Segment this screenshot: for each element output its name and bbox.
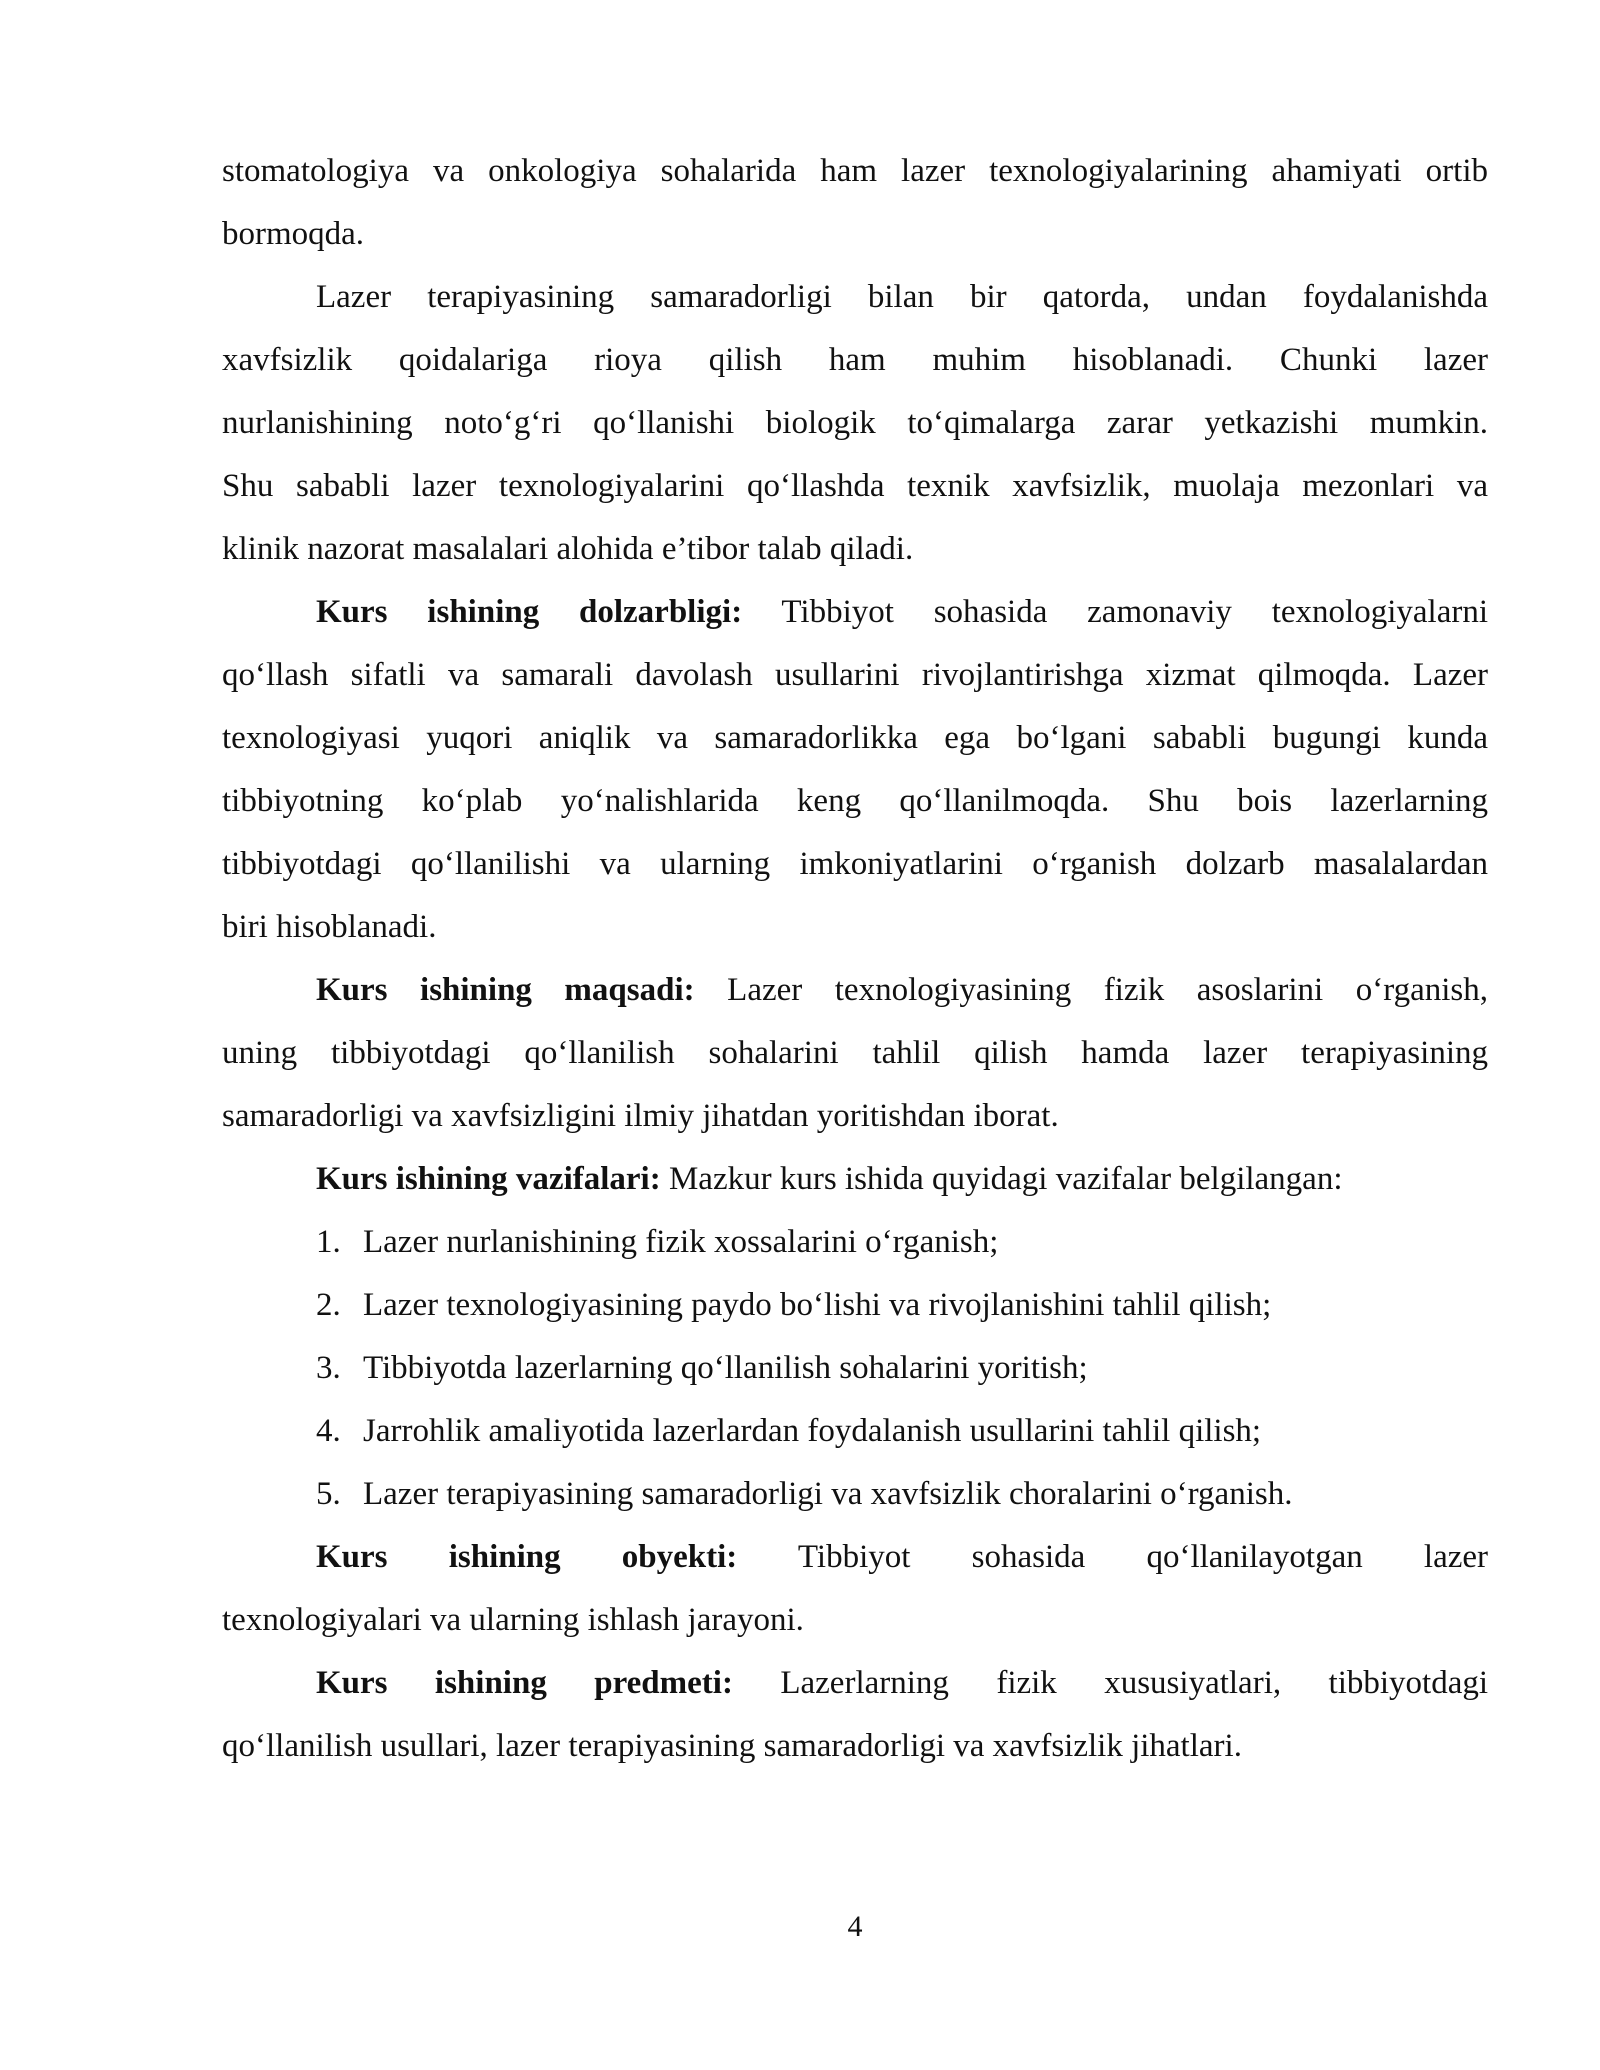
paragraph-line: nurlanishining noto‘g‘ri qo‘llanishi biologik to‘qimalarga zarar yetkazishi mumkin. xyxy=(222,405,1488,441)
list-number: 5. xyxy=(316,1476,341,1512)
predmet-heading: Kurs ishining predmeti: xyxy=(316,1665,733,1701)
list-number: 1. xyxy=(316,1224,341,1260)
paragraph-line: xavfsizlik qoidalariga rioya qilish ham muhim hisoblanadi. Chunki lazer xyxy=(222,342,1488,378)
list-item xyxy=(222,1337,1488,1400)
obyekt-first-line xyxy=(222,1526,1488,1589)
list-number: 3. xyxy=(316,1350,341,1386)
paragraph-line: tibbiyotning ko‘plab yo‘nalishlarida keng qo‘llanilmoqda. Shu bois lazerlarning xyxy=(222,783,1488,819)
maqsad-heading: Kurs ishining maqsadi: xyxy=(316,972,695,1008)
dolzarblik-heading: Kurs ishining dolzarbligi: xyxy=(316,594,743,630)
paragraph-line: klinik nazorat masalalari alohida e’tibor talab qiladi. xyxy=(222,531,914,567)
list-number: 2. xyxy=(316,1287,341,1323)
paragraph-line: bormoqda. xyxy=(222,216,365,252)
list-item xyxy=(222,1211,1488,1274)
dolzarblik-first-line xyxy=(222,581,1488,644)
list-item xyxy=(222,1400,1488,1463)
paragraph-line: uning tibbiyotdagi qo‘llanilish sohalarini tahlil qilish hamda lazer terapiyasining xyxy=(222,1035,1488,1071)
list-text: Tibbiyotda lazerlarning qo‘llanilish sohalarini yoritish; xyxy=(363,1350,1088,1386)
maqsad-first-line xyxy=(222,959,1488,1022)
list-item xyxy=(222,1463,1488,1526)
paragraph-line: Lazer terapiyasining samaradorligi bilan bir qatorda, undan foydalanishda xyxy=(316,279,1488,315)
paragraph-line: samaradorligi va xavfsizligini ilmiy jihatdan yoritishdan iborat. xyxy=(222,1098,1059,1134)
paragraph-line: texnologiyalari va ularning ishlash jarayoni. xyxy=(222,1602,804,1638)
paragraph-line: Shu sababli lazer texnologiyalarini qo‘llashda texnik xavfsizlik, muolaja mezonlari va xyxy=(222,468,1488,504)
paragraph-line: texnologiyasi yuqori aniqlik va samaradorlikka ega bo‘lgani sababli bugungi kunda xyxy=(222,720,1488,756)
list-item xyxy=(222,1274,1488,1337)
vazifalar-text: Mazkur kurs ishida quyidagi vazifalar belgilangan: xyxy=(668,1161,1343,1197)
paragraph-line: biri hisoblanadi. xyxy=(222,909,437,945)
paragraph-line: qo‘llash sifatli va samarali davolash usullarini rivojlantirishga xizmat qilmoqda. Lazer xyxy=(222,657,1488,693)
page-number: 4 xyxy=(847,1910,863,1943)
vazifalar-heading: Kurs ishining vazifalari: xyxy=(316,1161,661,1197)
list-number: 4. xyxy=(316,1413,341,1449)
list-text: Lazer nurlanishining fizik xossalarini o‘rganish; xyxy=(363,1224,999,1260)
dolzarblik-text: Tibbiyot sohasida zamonaviy texnologiyalarni xyxy=(781,594,1489,630)
list-text: Jarrohlik amaliyotida lazerlardan foydalanish usullarini tahlil qilish; xyxy=(363,1413,1262,1449)
paragraph-line: stomatologiya va onkologiya sohalarida ham lazer texnologiyalarining ahamiyati ortib xyxy=(222,153,1488,189)
predmet-text: Lazerlarning fizik xususiyatlari, tibbiyotdagi xyxy=(780,1665,1489,1701)
paragraph-line: qo‘llanilish usullari, lazer terapiyasining samaradorligi va xavfsizlik jihatlari. xyxy=(222,1728,1242,1764)
list-text: Lazer terapiyasining samaradorligi va xavfsizlik choralarini o‘rganish. xyxy=(363,1476,1293,1512)
obyekt-text: Tibbiyot sohasida qo‘llanilayotgan lazer xyxy=(797,1539,1489,1575)
list-text: Lazer texnologiyasining paydo bo‘lishi va rivojlanishini tahlil qilish; xyxy=(363,1287,1272,1323)
obyekt-heading: Kurs ishining obyekti: xyxy=(316,1539,738,1575)
paragraph-line: tibbiyotdagi qo‘llanilishi va ularning imkoniyatlarini o‘rganish dolzarb masalalardan xyxy=(222,846,1488,882)
document-page xyxy=(222,140,1488,1778)
vazifalar-first-line xyxy=(222,1148,1488,1211)
maqsad-text: Lazer texnologiyasining fizik asoslarini o‘rganish, xyxy=(727,972,1488,1008)
predmet-first-line xyxy=(222,1652,1488,1715)
